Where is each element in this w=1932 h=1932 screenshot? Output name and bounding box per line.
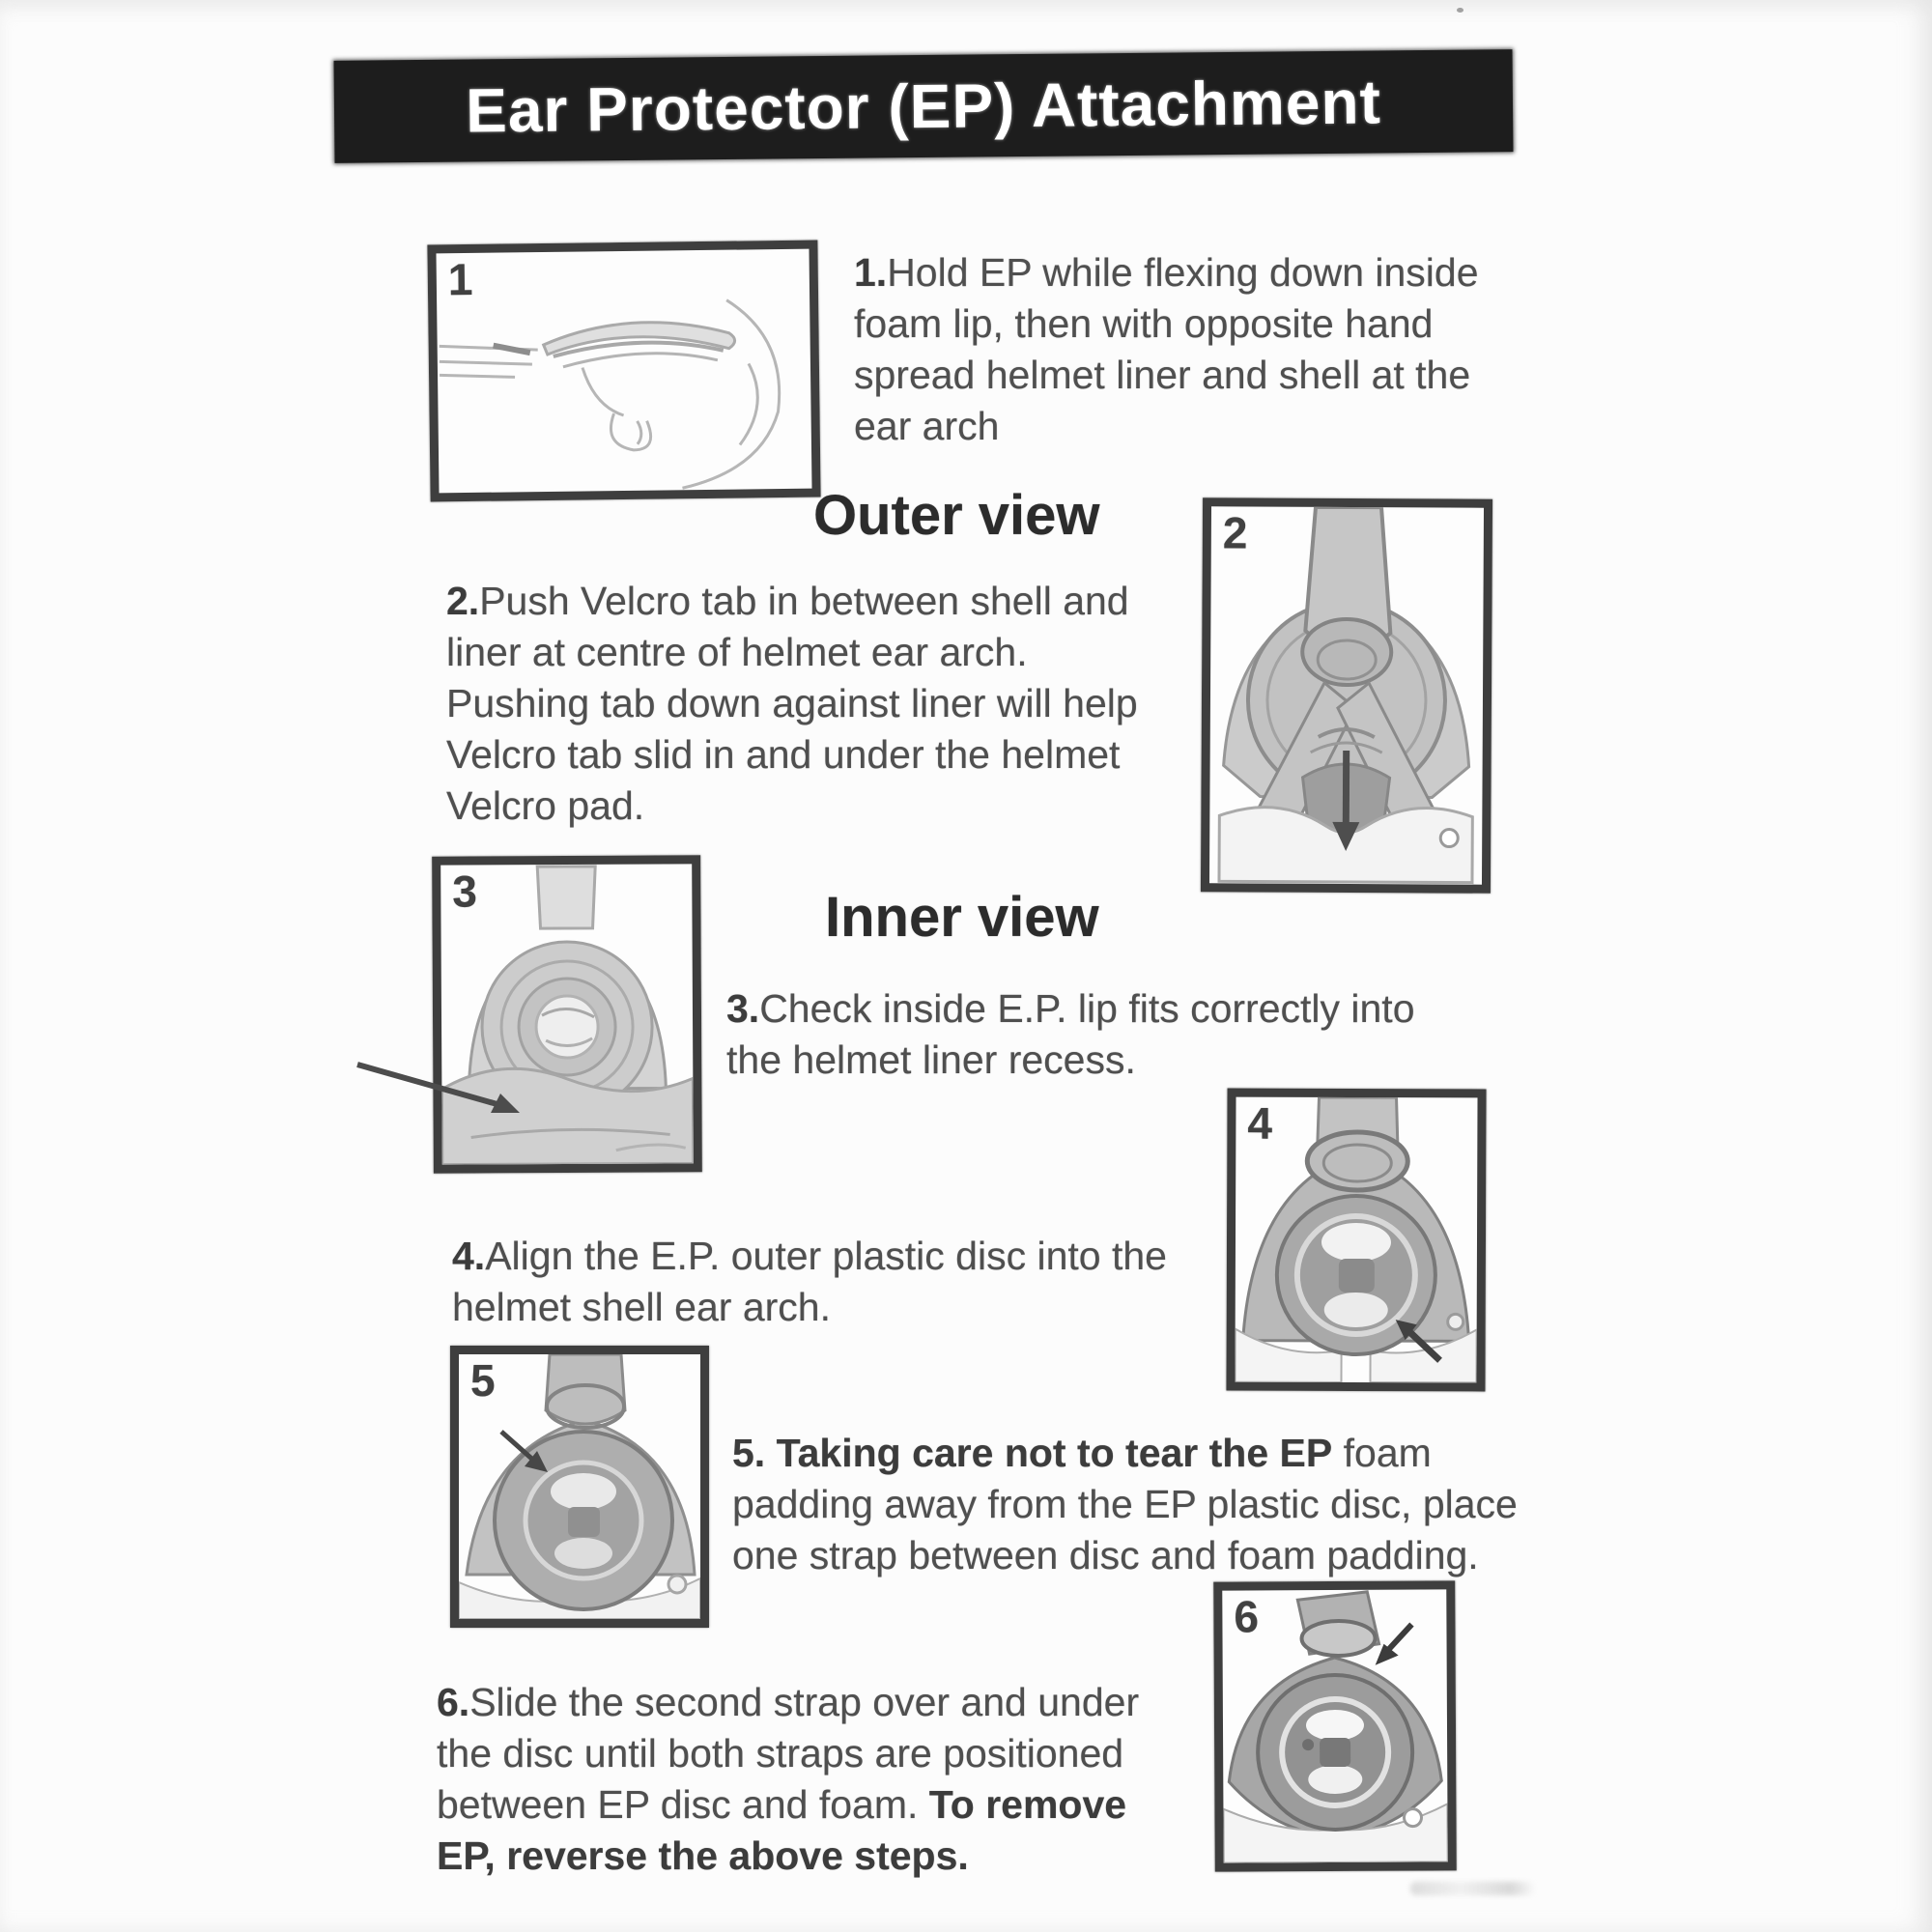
step-3-body: Check inside E.P. lip fits correctly into the helmet liner recess. (726, 986, 1415, 1082)
outer-view-heading: Outer view (813, 484, 1100, 547)
step-1-text (854, 247, 1530, 452)
figure-1-number: 1 (447, 253, 473, 305)
figure-4-number: 4 (1247, 1097, 1273, 1149)
figure-5-number: 5 (470, 1355, 496, 1406)
step-2-body: Push Velcro tab in between shell and liner at centre of helmet ear arch. Pushing tab down against liner will help Velcro tab slid in and under the helmet Velcro pad. (446, 579, 1138, 828)
step-4-text (452, 1231, 1167, 1333)
hand-holding-ep-sketch-icon (436, 249, 811, 494)
step-3-text (726, 983, 1441, 1086)
step-6-number: 6. (437, 1680, 470, 1724)
figure-2-number: 2 (1222, 507, 1248, 558)
step-6-body: Slide the second strap over and under the disc until both straps are positioned between EP disc and foam. (437, 1680, 1140, 1827)
step-3-pointer-arrow-icon (354, 1055, 556, 1132)
inner-view-heading: Inner view (825, 886, 1099, 949)
step-3-number: 3. (726, 986, 760, 1031)
figure-4 (1226, 1089, 1486, 1392)
step-4-number: 4. (452, 1234, 486, 1278)
step-1-body: Hold EP while flexing down inside foam lip, then with opposite hand spread helmet liner and shell at the ear arch (854, 250, 1479, 448)
scan-dot-artifact (1457, 8, 1463, 13)
step-5-text (732, 1428, 1524, 1581)
figure-3-number: 3 (452, 866, 478, 917)
ep-outer-view-velcro-tab-arrow-down-icon (1209, 506, 1484, 884)
step-2-text (446, 576, 1180, 832)
step-6-bold: To remove EP, reverse the above steps. (437, 1782, 1127, 1878)
figure-5 (450, 1346, 709, 1628)
figure-2 (1201, 497, 1492, 894)
page-title: Ear Protector (EP) Attachment (465, 67, 1382, 146)
scan-smudge-artifact (1410, 1882, 1536, 1895)
step-6-text (437, 1677, 1185, 1882)
step-4-body: Align the E.P. outer plastic disc into the helmet shell ear arch. (452, 1234, 1167, 1329)
figure-6-number: 6 (1234, 1591, 1260, 1642)
figure-6 (1213, 1580, 1457, 1871)
title-banner (334, 49, 1514, 163)
step-2-number: 2. (446, 579, 480, 623)
step-5-bold: Taking care not to tear the EP (765, 1431, 1333, 1475)
step-5-number: 5. (732, 1431, 766, 1475)
figure-1 (427, 241, 820, 502)
step-5-body: foam padding away from the EP plastic disc, place one strap between disc and foam padding. (732, 1431, 1518, 1577)
step-1-number: 1. (854, 250, 888, 295)
